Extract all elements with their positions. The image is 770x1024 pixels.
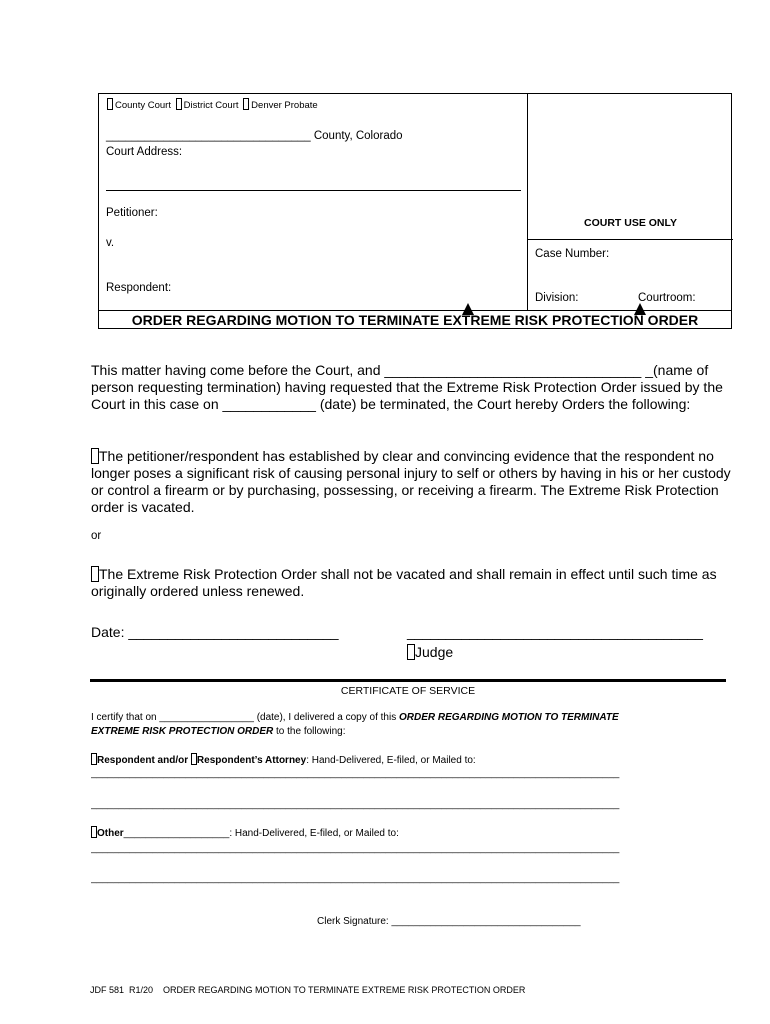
- respondent-label: Respondent:: [106, 282, 172, 294]
- intro-line-2: person requesting termination) having requested that the Extreme Risk Protection Order issued by the: [91, 379, 723, 395]
- vacate-checkbox[interactable]: [91, 448, 99, 464]
- respondent-service-line: [91, 753, 476, 766]
- intro-line-1: This matter having come before the Court, and _________________________________ _(name of: [91, 362, 709, 378]
- certificate-statement: [91, 711, 727, 739]
- denver-probate-checkbox[interactable]: [243, 98, 249, 110]
- respondent-address-line-2[interactable]: _______________________________________________________________________________________________: [91, 799, 620, 810]
- county-line[interactable]: ________________________________ County, Colorado: [106, 130, 403, 142]
- caret-up-icon: [462, 303, 474, 315]
- remain-option: [91, 566, 731, 600]
- judge-option: [407, 644, 453, 661]
- other-service-line: [91, 826, 399, 839]
- district-court-label: District Court: [183, 100, 239, 111]
- court-address-label: Court Address:: [106, 146, 183, 158]
- vacate-line-4: order is vacated.: [91, 499, 195, 515]
- vacate-line-3: or control a firearm or by purchasing, possessing, or receiving a firearm. The Extreme Risk Protection: [91, 482, 719, 498]
- court-use-divider: [527, 239, 733, 240]
- vacate-line-2: longer poses a significant risk of causing personal injury to self or others by having in his or her custody: [91, 465, 731, 481]
- judge-checkbox[interactable]: [407, 644, 415, 660]
- caret-up-icon: [634, 303, 646, 315]
- judge-signature-line[interactable]: ______________________________________: [407, 624, 703, 640]
- remain-checkbox[interactable]: [91, 566, 99, 582]
- court-type-options: [107, 98, 320, 111]
- order-title: ORDER REGARDING MOTION TO TERMINATE EXTREME RISK PROTECTION ORDER: [131, 312, 699, 328]
- respondent-attorney-label: Respondent’s Attorney: [196, 755, 307, 766]
- certificate-heading: CERTIFICATE OF SERVICE: [340, 685, 476, 697]
- respondent-address-line-1[interactable]: _______________________________________________________________________________________________: [91, 768, 620, 779]
- other-address-line-1[interactable]: _______________________________________________________________________________________________: [91, 843, 620, 854]
- county-court-label: County Court: [115, 100, 171, 111]
- division-label[interactable]: Division:: [535, 292, 579, 304]
- other-address-line-2[interactable]: _______________________________________________________________________________________________: [91, 873, 620, 884]
- form-footer: JDF 581 R1/20 ORDER REGARDING MOTION TO TERMINATE EXTREME RISK PROTECTION ORDER: [90, 985, 526, 995]
- certify-order-title: ORDER REGARDING MOTION TO TERMINATE: [398, 712, 619, 723]
- case-caption-box: [98, 93, 732, 329]
- respondent-delivery-text: : Hand-Delivered, E-filed, or Mailed to:: [306, 755, 476, 766]
- certify-suffix: to the following:: [273, 726, 346, 737]
- case-number-label[interactable]: Case Number:: [535, 248, 610, 260]
- certify-prefix: I certify that on _________________ (date), I delivered a copy of this: [91, 712, 399, 723]
- other-delivery-text: ___________________: Hand-Delivered, E-filed, or Mailed to:: [123, 828, 399, 839]
- caption-divider: [527, 94, 528, 310]
- court-use-only-label: COURT USE ONLY: [584, 217, 677, 229]
- certify-order-title-2: EXTREME RISK PROTECTION ORDER: [91, 726, 274, 737]
- vacate-option: [91, 448, 731, 516]
- date-field[interactable]: Date: ___________________________: [91, 624, 339, 640]
- section-divider: [90, 679, 726, 682]
- other-label: Other: [97, 828, 124, 839]
- district-court-checkbox[interactable]: [176, 98, 182, 110]
- intro-paragraph: [91, 362, 723, 413]
- court-address-line[interactable]: [106, 190, 521, 191]
- courtroom-label[interactable]: Courtroom:: [638, 292, 696, 304]
- remain-line-2: originally ordered unless renewed.: [91, 583, 305, 599]
- or-text: or: [91, 530, 102, 542]
- respondent-service-label: Respondent and/or: [97, 755, 191, 766]
- versus-label: v.: [106, 237, 115, 249]
- vacate-line-1: The petitioner/respondent has established by clear and convincing evidence that the respondent no: [99, 448, 714, 464]
- remain-line-1: The Extreme Risk Protection Order shall not be vacated and shall remain in effect until such time as: [99, 566, 717, 582]
- petitioner-label: Petitioner:: [106, 207, 158, 219]
- denver-probate-label: Denver Probate: [251, 100, 318, 111]
- intro-line-3: Court in this case on ____________ (date) be terminated, the Court hereby Orders the following:: [91, 396, 691, 412]
- county-court-checkbox[interactable]: [107, 98, 113, 110]
- clerk-signature-line[interactable]: Clerk Signature: __________________________________: [317, 916, 581, 927]
- judge-label: Judge: [415, 644, 454, 660]
